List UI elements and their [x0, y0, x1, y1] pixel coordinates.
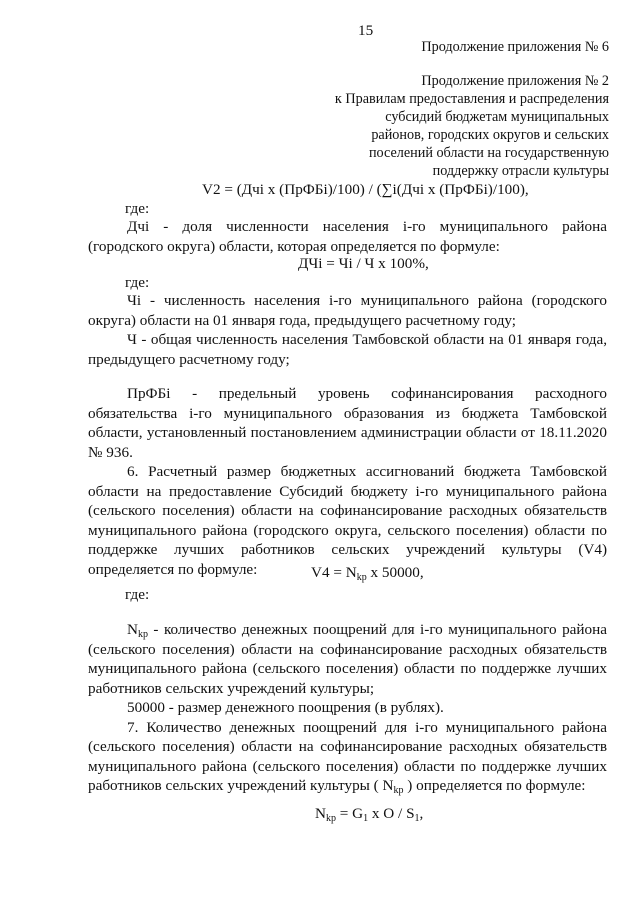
item-7: [88, 718, 607, 796]
formula-nkp-mid: х O / S: [368, 805, 415, 822]
formula-nkp-s-sub: 1: [414, 813, 420, 824]
page-number: 15: [358, 22, 374, 39]
formula-nkp-n-sub: kp: [325, 813, 336, 824]
section-body: [88, 384, 607, 579]
item-7-symbol-sub: kp: [393, 785, 404, 796]
nkp-symbol: N: [127, 621, 138, 638]
nkp-definition-text: - количество денежных поощрений для i-го муниципального района (сельского поселения) области на софинансирование расходных обязательств муниципального района (сельского поселения) области по поддержке лучших работников сельских учреждений культуры;: [88, 621, 607, 697]
appendix-header: [335, 72, 609, 180]
where-label: где:: [125, 274, 150, 291]
dchi-definition: [88, 217, 607, 256]
continuation-main-header: Продолжение приложения № 6: [421, 39, 609, 55]
appendix-header-line: поддержку отрасли культуры: [432, 163, 609, 179]
formula-v4-sub: kp: [356, 572, 367, 583]
item-6: 6. Расчетный размер бюджетных ассигнований бюджета Тамбовской области на предоставление Субсидий бюджету i-го муниципального района (сельского поселения) области на софинансирование расходных обязательств муниципального района (городского округа, сельского поселения) области по поддержке лучших работников сельских учреждений культуры (V4) определяется по формуле:: [88, 463, 607, 578]
formula-dchi: ДЧi = Чi / Ч х 100%,: [298, 255, 429, 272]
amount-definition: 50000 - размер денежного поощрения (в рублях).: [127, 699, 444, 716]
prfbi-definition: ПрФБi - предельный уровень софинансирования расходного обязательства i-го муниципального образования из бюджета Тамбовской области, установленный постановлением администрации области от 18.11.2020 № 936.: [88, 385, 607, 461]
appendix-header-line: Продолжение приложения № 2: [421, 73, 609, 89]
where-label: где:: [125, 200, 150, 217]
formula-nkp: [315, 804, 423, 823]
dchi-definition-line: Дчi - доля численности населения i-го муниципального района: [127, 218, 607, 235]
appendix-header-line: субсидий бюджетам муниципальных: [385, 109, 609, 125]
formula-v4-lhs: V4 = N: [311, 564, 357, 581]
formula-v4-rhs: х 50000,: [366, 564, 424, 581]
chi-definitions: [88, 291, 607, 369]
item-7-symbol: N: [382, 777, 394, 794]
appendix-header-line: к Правилам предоставления и распределения: [334, 91, 609, 107]
formula-v2: V2 = (Дчi х (ПрФБi)/100) / (∑i(Дчi х (ПрФБi)/100),: [202, 181, 529, 198]
where-label: где:: [125, 586, 150, 603]
formula-nkp-g-sub: 1: [363, 813, 369, 824]
appendix-header-line: районов, городских округов и сельских: [371, 127, 609, 143]
formula-nkp-eq: = G: [335, 805, 364, 822]
formula-v4: [311, 563, 424, 582]
item-7-text: 7. Количество денежных поощрений для i-го муниципального района (сельского поселения) области на софинансирование расходных обязательств муниципального района (сельского поселения) области по поддержке лучших работников сельских учреждений культуры (: [88, 718, 607, 794]
nkp-definition: [88, 620, 607, 698]
nkp-symbol-sub: kp: [137, 629, 148, 640]
appendix-header-line: поселений области на государственную: [368, 145, 609, 161]
formula-nkp-n: N: [315, 805, 326, 822]
nkp-section: [88, 620, 607, 796]
chi-definition: Чi - численность населения i-го муниципального района (городского округа) области на 01 января года, предыдущего расчетному году;: [88, 292, 607, 329]
formula-nkp-end: ,: [419, 805, 424, 822]
ch-definition: Ч - общая численность населения Тамбовской области на 01 января года, предыдущего расчетному году;: [88, 331, 607, 368]
dchi-definition-line: (городского округа) области, которая определяется по формуле:: [88, 237, 500, 255]
item-7-tail: ) определяется по формуле:: [403, 777, 586, 794]
